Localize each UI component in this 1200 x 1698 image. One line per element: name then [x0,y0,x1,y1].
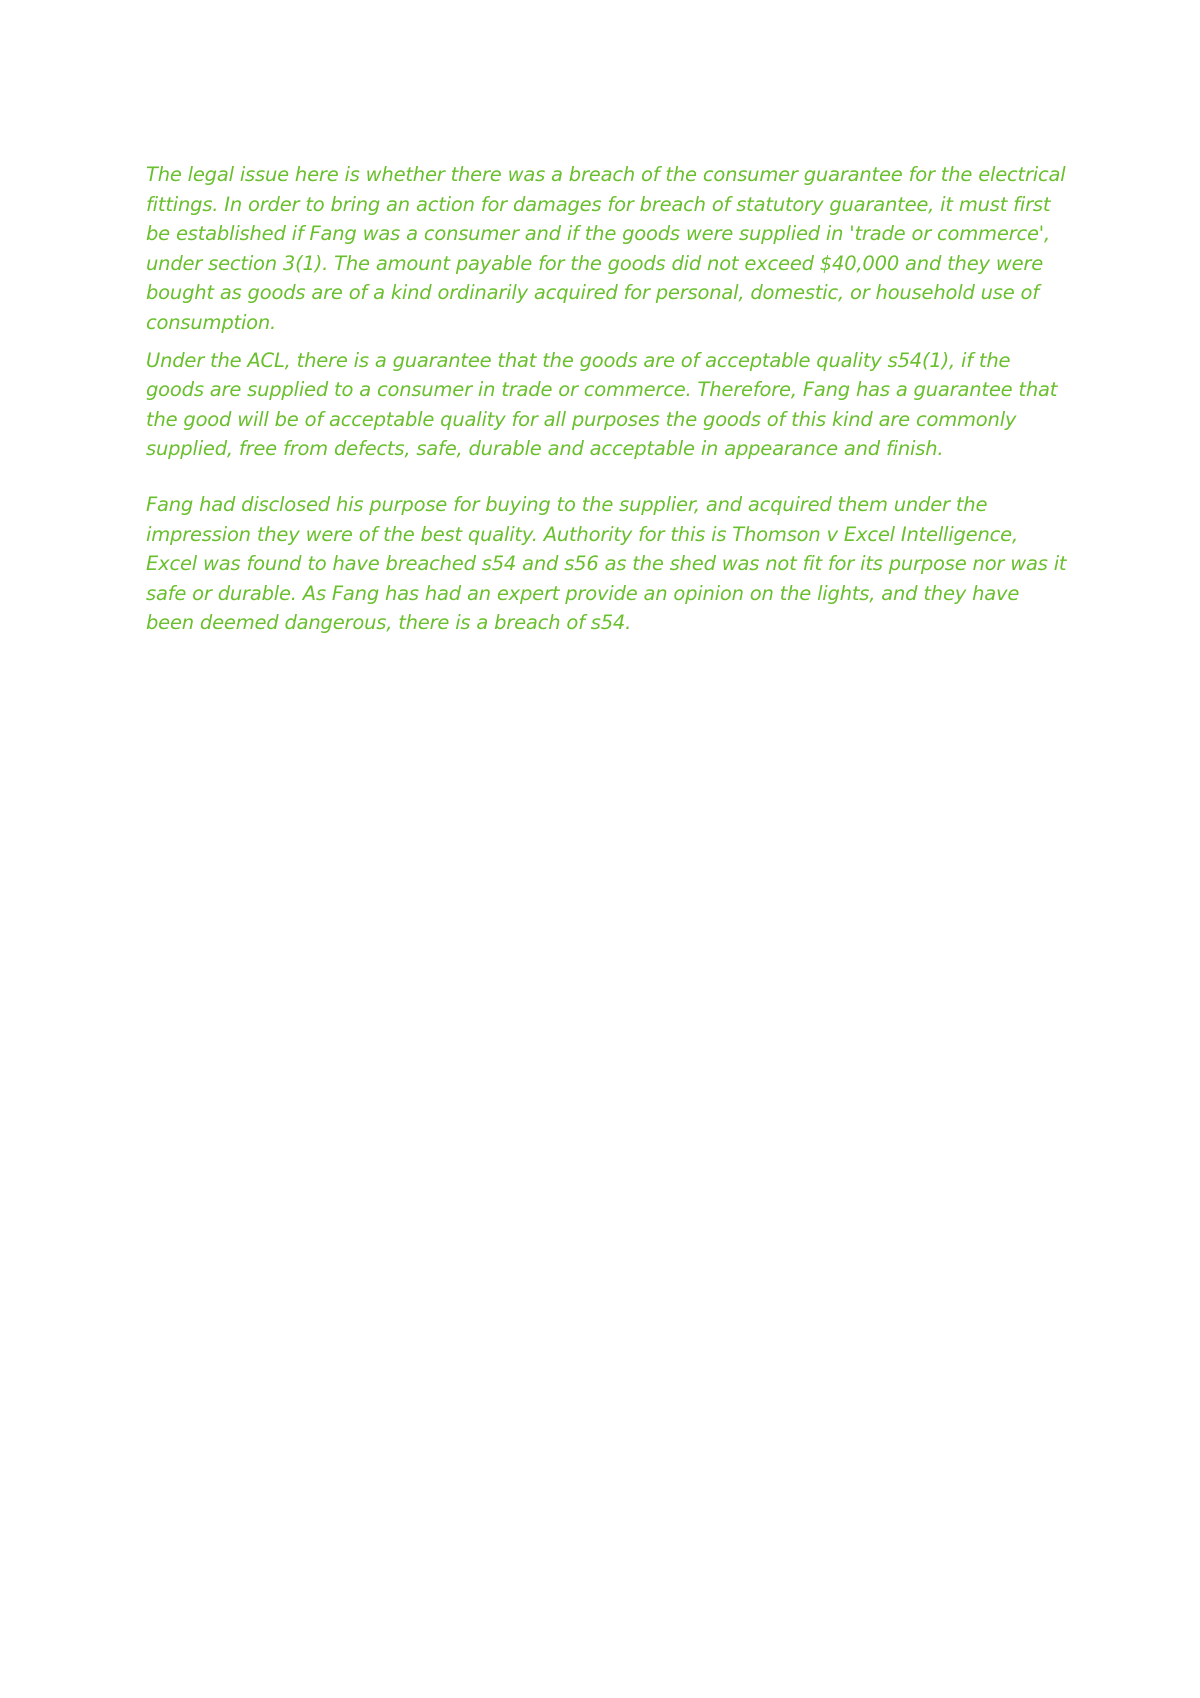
paragraph-legal-issue: The legal issue here is whether there was a breach of the consumer guarantee for the electrical fittings. In order to bring an action for damages for breach of statutory guarantee, it must first be established if Fang was a consumer and if the goods were supplied in 'trade or commerce', under section 3(1). The amount payable for the goods did not exceed $40,000 and they were bought as goods are of a kind ordinarily acquired for personal, domestic, or household use of consumption. [146,163,1066,334]
paragraph-authority: Fang had disclosed his purpose for buying to the supplier, and acquired them under the impression they were of the best quality. Authority for this is Thomson v Excel Intelligence, Excel was found to have breached s54 and s56 as the shed was not fit for its purpose nor was it safe or durable. As Fang has had an expert provide an opinion on the lights, and they have been deemed dangerous, there is a breach of s54. [146,492,1067,635]
paragraph-acl-guarantee: Under the ACL, there is a guarantee that the goods are of acceptable quality s54(1), if the goods are supplied to a consumer in trade or commerce. Therefore, Fang has a guarantee that the good will be of acceptable quality for all purposes the goods of this kind are commonly supplied, free from defects, safe, durable and acceptable in appearance and finish. [146,348,1058,461]
document-body [146,160,1071,638]
